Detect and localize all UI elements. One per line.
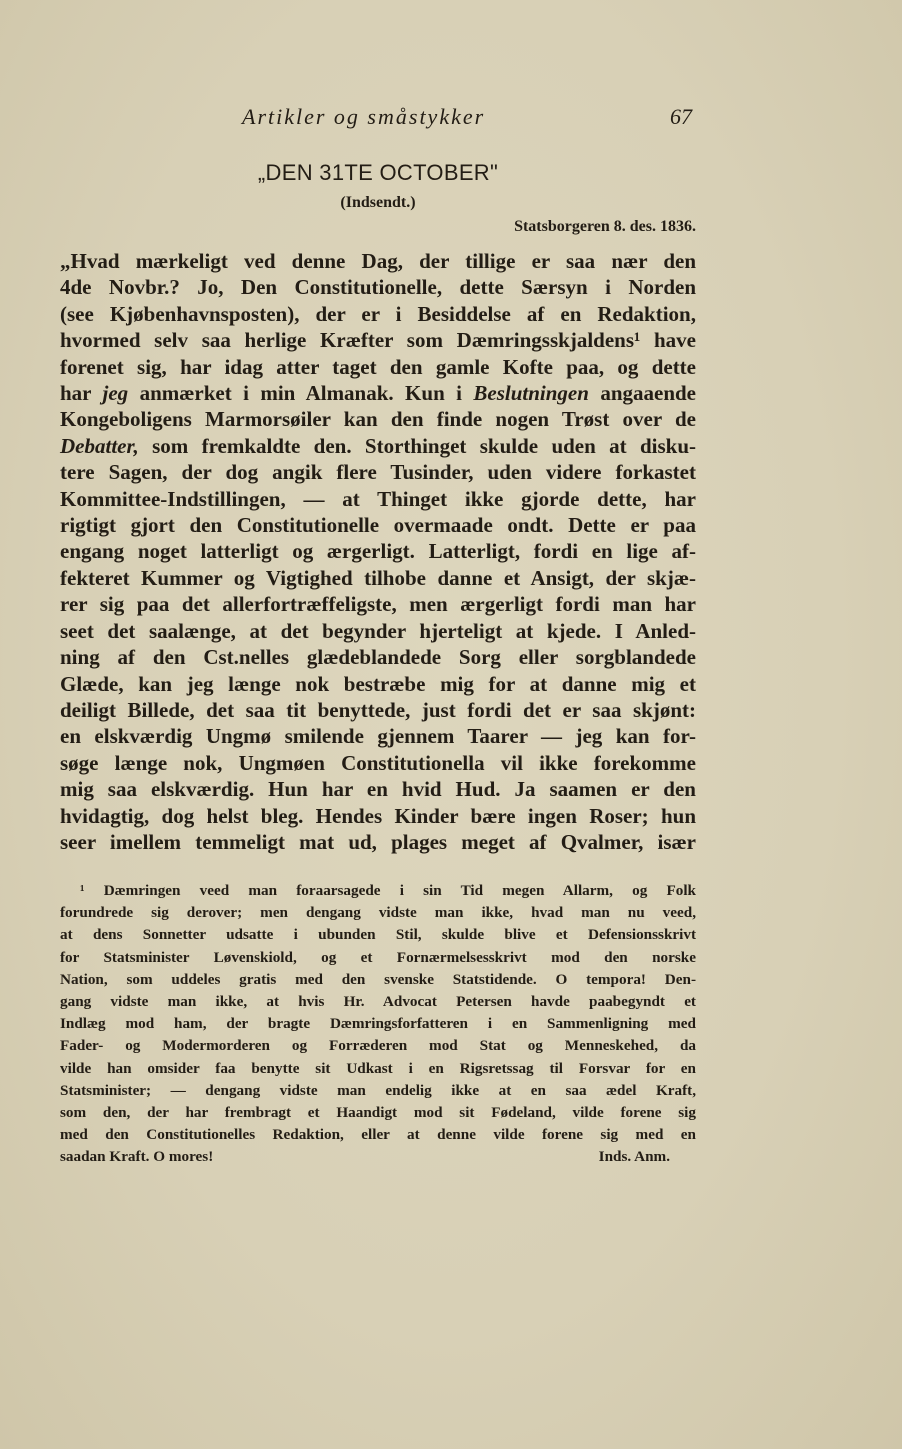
footnote-line: forundrede sig derover; men dengang vidste man ikke, hvad man nu veed, [60, 904, 696, 922]
body-line: rigtigt gjort den Constitutionelle overmaade ondt. Dette er paa [60, 513, 696, 538]
body-line: en elskværdig Ungmø smilende gjennem Taarer — jeg kan for- [60, 724, 696, 749]
body-line: seer imellem temmeligt mat ud, plages meget af Qvalmer, især [60, 829, 696, 854]
footnote-line: Fader- og Modermorderen og Forræderen mod Stat og Menneskehed, da [60, 1037, 696, 1055]
footnote-line: med den Constitutionelles Redaktion, eller at denne vilde forene sig med en [60, 1126, 696, 1144]
footnote-last-line [60, 1146, 696, 1168]
body-line: har jeg anmærket i min Almanak. Kun i Beslutningen angaaende [60, 381, 696, 406]
article-subtitle: (Indsendt.) [340, 194, 416, 211]
body-line: ning af den Cst.nelles glædeblandede Sorg eller sorgblandede [60, 645, 696, 670]
body-line: deiligt Billede, det saa tit benyttede, just fordi det er saa skjønt: [60, 697, 696, 722]
footnote-line: som den, der har frembragt et Haandigt mod sit Fødeland, vilde forene sig [60, 1104, 696, 1122]
body-line: fekteret Kummer og Vigtighed tilhobe danne et Ansigt, der skjæ- [60, 565, 696, 590]
article-body [60, 248, 696, 855]
footnote-closing: saadan Kraft. O mores! [60, 1148, 214, 1166]
body-line: engang noget latterligt og ærgerligt. Latterligt, fordi en lige af- [60, 539, 696, 564]
footnote-line: Nation, som uddeles gratis med den svenske Statstidende. O tempora! Den- [60, 970, 696, 988]
footnote-line: vilde han omsider faa benytte sit Udkast i en Rigsretssag til Forsvar for en [60, 1059, 696, 1077]
body-line: Debatter, som fremkaldte den. Storthinget skulde uden at disku- [60, 433, 696, 458]
running-title: Artikler og småstykker [242, 104, 486, 129]
body-line: Kongeboligens Marmorsøiler kan den finde nogen Trøst over de [60, 407, 696, 432]
body-line: seet det saalænge, at det begynder hjerteligt at kjede. I Anled- [60, 618, 696, 643]
footnote-signature: Inds. Anm. [598, 1148, 670, 1166]
body-line: mig saa elskværdig. Hun har en hvid Hud. Ja saamen er den [60, 777, 696, 802]
body-line: „Hvad mærkeligt ved denne Dag, der tillige er saa nær den [60, 249, 696, 273]
body-line: forenet sig, har idag atter taget den gamle Kofte paa, og dette [60, 354, 696, 379]
body-line: rer sig paa det allerfortræffeligste, men ærgerligt fordi man har [60, 592, 696, 617]
footnote-line: for Statsminister Løvenskiold, og et Fornærmelsesskrivt mod den norske [60, 948, 696, 966]
body-line: Glæde, kan jeg længe nok bestræbe mig for at danne mig et [60, 671, 696, 696]
body-line: Kommittee-Indstillingen, — at Thinget ikke gjorde dette, har [60, 486, 696, 511]
source-citation: Statsborgeren 8. des. 1836. [514, 218, 696, 235]
footnote-line: Statsminister; — dengang vidste man endelig ikke at en saa ædel Kraft, [60, 1081, 696, 1099]
footnote-line: gang vidste man ikke, at hvis Hr. Advocat Petersen havde paabegyndt et [60, 993, 696, 1011]
footnote-line: ¹ Dæmringen veed man foraarsagede i sin Tid megen Allarm, og Folk [80, 882, 696, 899]
body-line: hvidagtig, dog helst bleg. Hendes Kinder bære ingen Roser; hun [60, 803, 696, 828]
footnote-line: at dens Sonnetter udsatte i ubunden Stil, skulde blive et Defensionsskrivt [60, 926, 696, 944]
article-title: „DEN 31TE OCTOBER" [257, 160, 499, 185]
body-line: (see Kjøbenhavnsposten), der er i Besiddelse af en Redaktion, [60, 301, 696, 326]
page-number: 67 [670, 104, 692, 129]
body-line: søge længe nok, Ungmøen Constitutionella vil ikke forekomme [60, 750, 696, 775]
running-head [60, 104, 696, 134]
footnote [60, 880, 696, 1169]
body-line: 4de Novbr.? Jo, Den Constitutionelle, dette Særsyn i Norden [60, 275, 696, 300]
body-line: tere Sagen, der dog angik flere Tusinder, uden videre forkastet [60, 460, 696, 485]
footnote-line: Indlæg mod ham, der bragte Dæmringsforfatteren i en Sammenligning med [60, 1015, 696, 1033]
body-line: hvormed selv saa herlige Kræfter som Dæmringsskjaldens¹ have [60, 328, 696, 353]
